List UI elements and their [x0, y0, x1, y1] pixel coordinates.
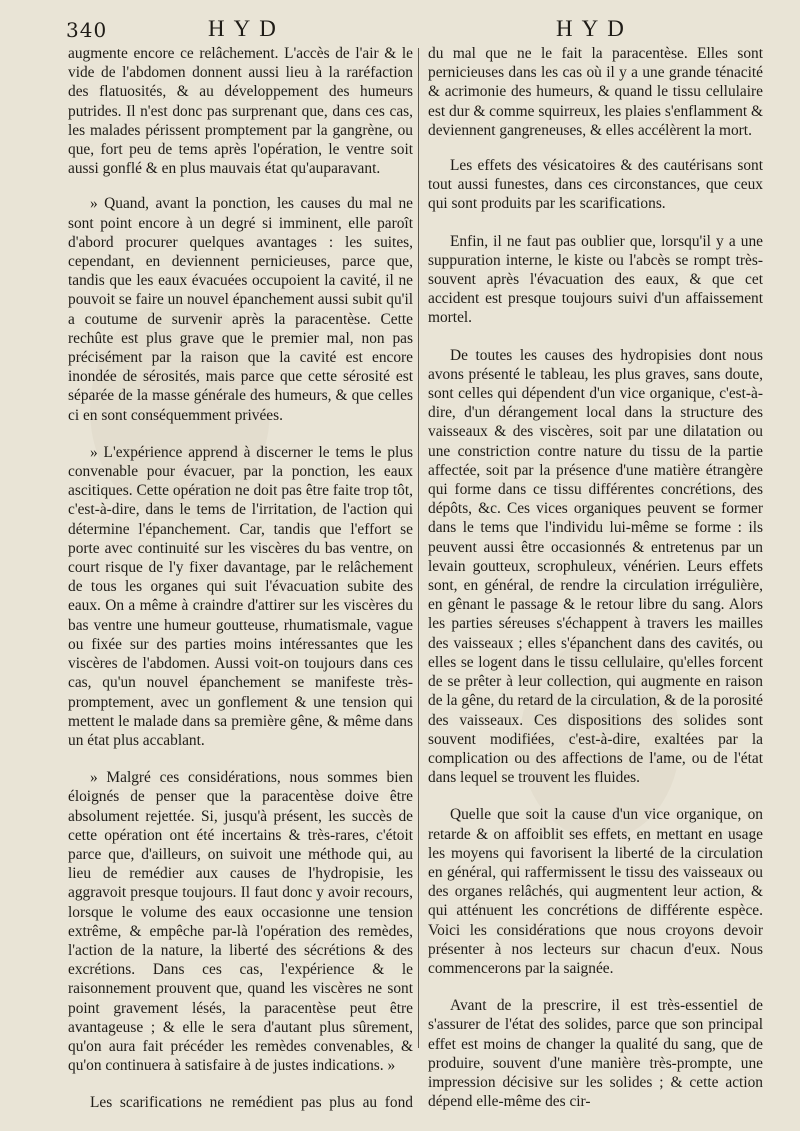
paragraph: De toutes les causes des hydropisies dont nous avons présenté le tableau, les plus graves, sans doute, sont celles qui dépendent d'un vice organique, c'est-à-dire, d'un dérangement local dans la structure des vaisseaux & des viscères, soit par une dilatation ou une constriction contre nature du tissu de la partie affectée, soit par la présence d'une matière étrangère qui forme dans ce tissu différentes concrétions, des dépôts, &c. Ces vices organiques peuvent se former dans le tems que l'individu lui-même se forme : ils peuvent aussi être occasionnés & entretenus par un levain goutteux, scrophuleux, vénérien. Leurs effets sont, en général, de rendre la circulation irrégulière, en gênant le passage & le retour libre du sang. Alors les parties séreuses s'échappent à travers les mailles des vaisseaux ; elles s'épanchent dans des cavités, ou elles se logent dans le tissu cellulaire, qu'elles forcent de se prêter à leur collection, qui augmente en raison de la gêne, du retard de la circulation, & de la porosité des vaisseaux. Ces dispositions des solides sont souvent modifiées, c'est-à-dire, exaltées par la complication ou des affections de l'ame, ou de l'état dans lequel se trouvent les fluides.: [428, 346, 763, 787]
page-header: [0, 14, 800, 44]
paragraph: » Malgré ces considérations, nous sommes bien éloignés de penser que la paracentèse doive être absolument rejettée. Si, jusqu'à présent, les succès de cette opération ont été incertains & très-rares, c'étoit parce que, d'ailleurs, on suivoit une méthode qui, au lieu de remédier aux causes de l'hydropisie, les aggravoit presque toujours. Il faut donc y avoir recours, lorsque le volume des eaux occasionne une tension extrême, & empêche par-là l'opération des remèdes, l'action de la nature, la liberté des sécrétions & des excrétions. Dans ces cas, l'expérience & le raisonnement prouvent que, quand les viscères ne sont point gravement lésés, la paracentèse peut être avantageuse ; & elle le sera d'autant plus sûrement, qu'on aura fait précéder les remèdes convenables, & qu'on continuera à satisfaire à de justes indications. »: [68, 769, 413, 1075]
running-head-left: HYD: [208, 16, 285, 41]
paragraph: Enfin, il ne faut pas oublier que, lorsqu'il y a une suppuration interne, le kiste ou l'abcès se rompt très-souvent après l'évacuation des eaux, & que cet accident est presque toujours suivi d'un affaissement mortel.: [428, 232, 763, 327]
paragraph: Quelle que soit la cause d'un vice organique, on retarde & on affoiblit ses effets, en mettant en usage les moyens qui favorisent la liberté de la circulation en général, qui raffermissent le tissu des vaisseaux ou des organes relâchés, qui augmentent leur action, & qui atténuent les concrétions de différente espèce. Voici les considérations que nous croyons devoir présenter à nos lecteurs sur chacun d'eux. Nous commencerons par la saignée.: [428, 806, 763, 977]
left-column: [68, 44, 413, 1131]
paragraph: » L'expérience apprend à discerner le tems le plus convenable pour évacuer, par la ponction, les eaux ascitiques. Cette opération ne doit pas être faite trop tôt, c'est-à-dire, dans le tems de l'irritation, de l'action qui détermine l'épanchement. Car, tandis que l'effort se porte avec continuité sur les viscères du bas ventre, on court risque de l'y fixer davantage, par le relâchement de tous les organes qui suit l'évacuation subite des eaux. On a même à craindre d'attirer sur les viscères du bas ventre une humeur goutteuse, rhumatismale, vague ou fixée sur des parties moins intéressantes que les viscères de l'abdomen. Aussi voit-on toujours dans ces cas, qu'un nouvel épanchement se manifeste très-promptement, avec un gonflement & une tension qui mettent le malade dans sa première gêne, & même dans un état plus accablant.: [68, 443, 413, 749]
right-column: [428, 44, 763, 1129]
paragraph: Les effets des vésicatoires & des cautérisans sont tout aussi funestes, dans ces circonstances, que ceux qui sont produits par les scarifications.: [428, 157, 763, 213]
paragraph: du mal que ne le fait la paracentèse. Elles sont pernicieuses dans les cas où il y a une grande ténacité & acrimonie des humeurs, & quand le tissu cellulaire est dur & comme squirreux, les plaies s'enflamment & deviennent gangreneuses, & elles accélèrent la mort.: [428, 45, 763, 139]
column-divider: [418, 48, 419, 1048]
paragraph: Avant de la prescrire, il est très-essentiel de s'assurer de l'état des solides, parce que son principal effet est moins de changer la qualité du sang, que de produire, souvent d'une manière très-prompte, une impression décisive sur les solides ; & cette action dépend elle-même des cir-: [428, 997, 763, 1111]
running-head-right: HYD: [556, 16, 633, 41]
paragraph: Les scarifications ne remédient pas plus au fond: [90, 1094, 413, 1112]
page-number: 340: [66, 18, 108, 42]
paragraph: augmente encore ce relâchement. L'accès de l'air & le vide de l'abdomen donnent aussi lieu à la raréfaction des flatuosités, & au développement des humeurs putrides. Il n'est donc pas surprenant que, dans ces cas, les malades périssent promptement par la gangrène, ou que, fort peu de tems après l'opération, le ventre soit aussi gonflé & en plus mauvais état qu'auparavant.: [68, 45, 413, 178]
paragraph: » Quand, avant la ponction, les causes du mal ne sont point encore à un degré si imminent, elle paroît d'abord procurer quelques avantages : les suites, cependant, en deviennent pernicieuses, parce que, tandis que les eaux évacuées occupoient la cavité, il ne pouvoit se faire un nouvel épanchement aussi subit qu'il a coutume de survenir après la paracentèse. Cette rechûte est plus grave que le premier mal, non pas précisément par la raison que la cavité est encore inondée de sérosités, mais parce que cette sérosité est séparée de la masse générale des humeurs, & que celles ci en sont conséquemment privées.: [68, 195, 413, 424]
